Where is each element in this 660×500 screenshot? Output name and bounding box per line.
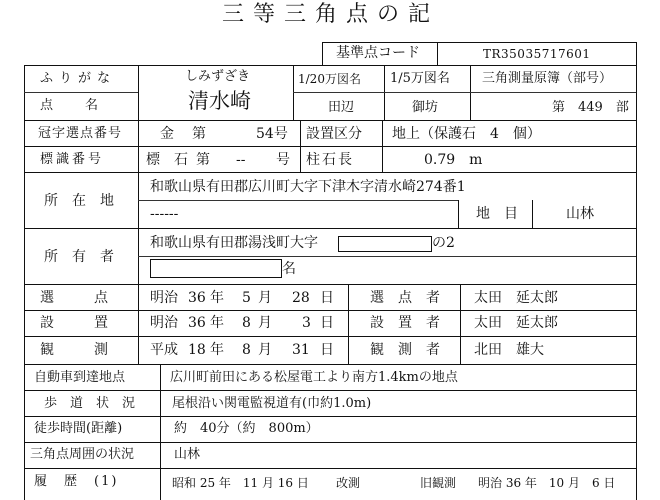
kanji-dai: 第: [192, 126, 206, 142]
event-label: 選 点: [40, 290, 112, 306]
code-value: TR35035717601: [483, 47, 591, 61]
pillar-value: 0.79 m: [424, 152, 483, 168]
event-label: 観 測: [40, 342, 112, 358]
document-title: 三等三角点の記: [222, 2, 440, 27]
history-label: 履 歴 (1): [34, 474, 119, 489]
event-person: 太田 延太郎: [474, 290, 558, 306]
marker-c: --: [236, 152, 246, 168]
event-role: 選 点 者: [370, 290, 440, 306]
setup-label: 設置区分: [306, 126, 362, 142]
kanji-number-label: 冠字選点番号: [38, 126, 123, 141]
event-role: 観 測 者: [370, 342, 440, 358]
time-value: 約 40分（約 800m）: [174, 421, 319, 436]
location-sub: ------: [150, 206, 179, 222]
map20-label: 1/20万図名: [298, 72, 361, 86]
event-year: 36: [188, 290, 206, 306]
event-m: 月: [258, 342, 272, 358]
event-day: 3: [302, 315, 311, 331]
history-old-date: 明治 36 年 10 月 6 日: [478, 476, 616, 490]
event-d: 日: [320, 342, 334, 358]
owner-address-prefix: 和歌山県有田郡湯浅町大字: [150, 235, 318, 251]
name-label: 点 名: [40, 98, 101, 113]
event-person: 北田 雄大: [474, 342, 544, 358]
map20-value: 田辺: [328, 100, 355, 115]
event-label: 設 置: [40, 315, 112, 331]
event-month: 8: [242, 342, 251, 358]
event-y: 年: [210, 290, 224, 306]
furigana-label: ふりがな: [40, 71, 117, 86]
location-label: 所 在 地: [44, 193, 114, 209]
event-year: 18: [188, 342, 206, 358]
furigana-value: しみずざき: [185, 69, 251, 84]
event-day: 28: [292, 290, 310, 306]
pillar-label: 柱石長: [306, 152, 354, 168]
surround-label: 三角点周囲の状況: [30, 447, 135, 462]
event-y: 年: [210, 342, 224, 358]
category-value: 山林: [566, 206, 594, 222]
event-m: 月: [258, 315, 272, 331]
redaction-owner-name: [150, 259, 282, 278]
time-label: 徒歩時間(距離): [34, 421, 123, 436]
event-day: 31: [292, 342, 310, 358]
event-era: 明治: [150, 315, 178, 331]
event-era: 明治: [150, 290, 178, 306]
marker-d: 号: [276, 152, 290, 168]
map5-value: 御坊: [412, 100, 439, 115]
event-person: 太田 延太郎: [474, 315, 558, 331]
code-label: 基準点コード: [336, 45, 420, 61]
event-role: 設 置 者: [370, 315, 440, 331]
car-value: 広川町前田にある松屋電工より南方1.4kmの地点: [170, 370, 458, 385]
setup-value: 地上（保護石 4 個）: [392, 126, 541, 142]
point-name: 清水崎: [188, 89, 251, 113]
redaction-address: [338, 236, 432, 252]
walk-label: 歩 道 状 況: [44, 396, 136, 411]
car-label: 自動車到達地点: [34, 370, 126, 385]
event-month: 8: [242, 315, 251, 331]
map5-label: 1/5万図名: [390, 71, 450, 86]
walk-value: 尾根沿い関電監視道有(巾約1.0m): [172, 396, 372, 411]
owner-name-suffix: 名: [282, 261, 296, 277]
category-label: 地 目: [476, 206, 518, 222]
kanji-number: 54号: [256, 126, 288, 142]
event-d: 日: [320, 290, 334, 306]
owner-address-suffix: の2: [432, 235, 455, 251]
surround-value: 山林: [174, 447, 201, 462]
kanji-value: 金: [160, 126, 174, 142]
book-label: 三角測量原簿（部号）: [482, 71, 613, 86]
event-m: 月: [258, 290, 272, 306]
marker-b: 第: [196, 152, 210, 168]
location-address: 和歌山県有田郡広川町大字下津木字清水崎274番1: [150, 179, 466, 195]
event-d: 日: [320, 315, 334, 331]
book-value: 第 449 部: [552, 100, 629, 115]
history-date: 昭和 25 年 11 月 16 日: [172, 476, 309, 490]
history-old-label: 旧観測: [420, 476, 457, 490]
marker-a: 標 石: [146, 152, 188, 168]
event-y: 年: [210, 315, 224, 331]
event-year: 36: [188, 315, 206, 331]
history-action: 改測: [336, 476, 361, 490]
owner-label: 所 有 者: [44, 249, 114, 265]
marker-label: 標識番号: [40, 152, 105, 167]
event-era: 平成: [150, 342, 178, 358]
event-month: 5: [242, 290, 251, 306]
